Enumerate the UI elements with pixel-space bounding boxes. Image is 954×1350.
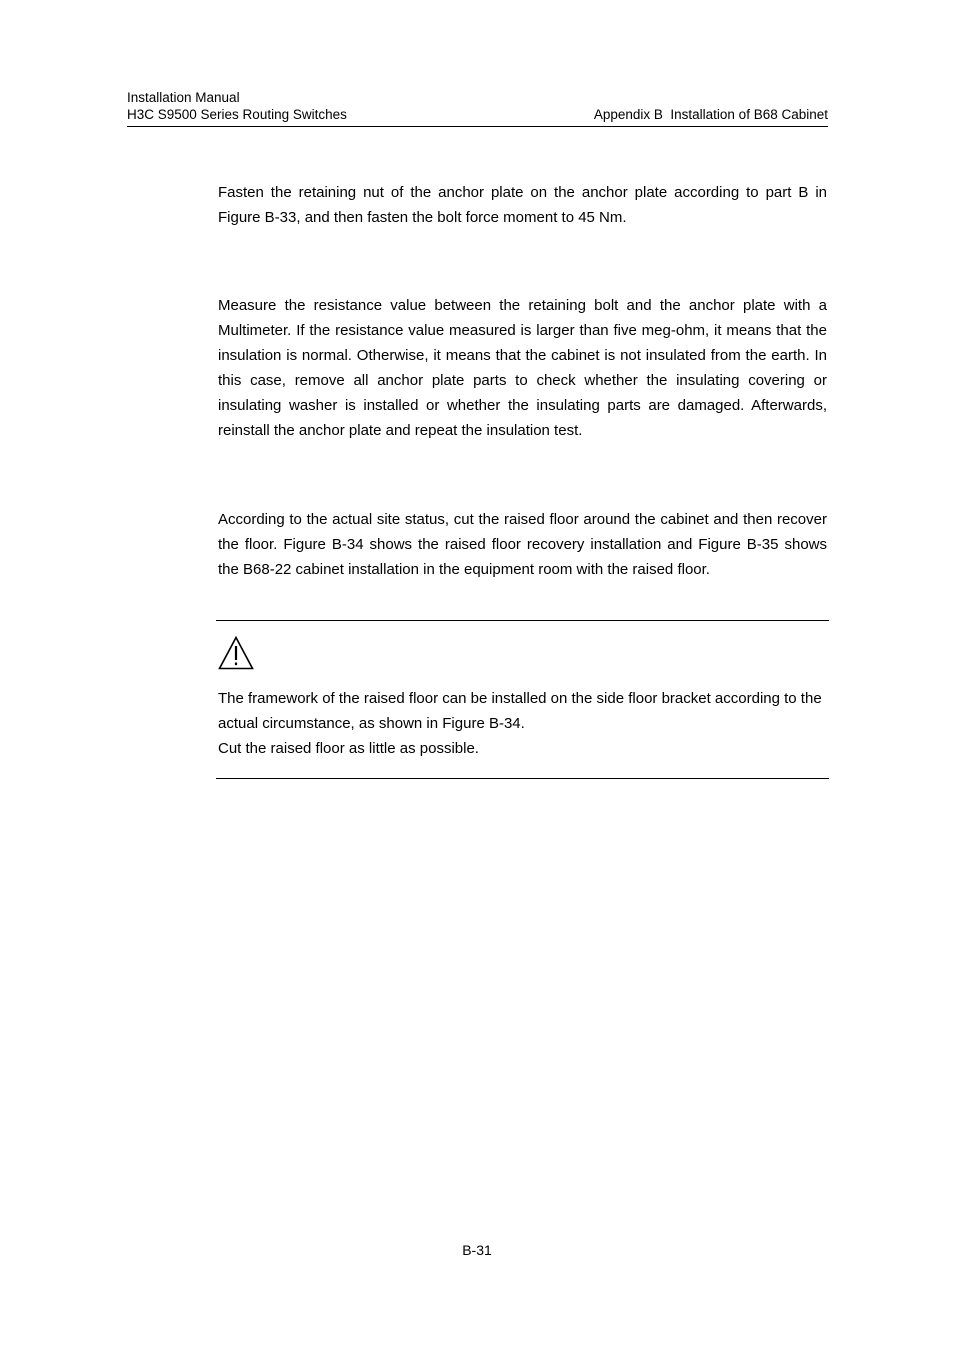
section-title: Appendix B Installation of B68 Cabinet — [593, 106, 828, 122]
caution-note — [216, 620, 829, 779]
header-left — [127, 90, 347, 123]
warning-icon — [218, 636, 254, 670]
product-name: H3C S9500 Series Routing Switches — [127, 106, 347, 122]
caution-line: Cut the raised floor as little as possible. — [218, 740, 479, 757]
page-header — [127, 90, 828, 127]
paragraph-raised-floor: According to the actual site status, cut the raised floor around the cabinet and then recover the floor. Figure B-34 shows the raised floor recovery installation and Figure B-35 shows the B68-22 cabinet installation in the equipment room with the raised floor. — [218, 511, 827, 578]
caution-line: The framework of the raised floor can be installed on the side floor bracket according to the actual circumstance, as shown in Figure B-34. — [218, 690, 822, 732]
manual-title: Installation Manual — [127, 90, 240, 105]
page-number: B-31 — [462, 1242, 492, 1258]
caution-text — [218, 686, 827, 761]
paragraph-insulation-test: Measure the resistance value between the retaining bolt and the anchor plate with a Multimeter. If the resistance value measured is larger than five meg-ohm, it means that the insulation is normal. Otherwise, it means that the cabinet is not insulated from the earth. In this case, remove all anchor plate parts to check whether the insulating covering or insulating washer is installed or whether the insulating parts are damaged. Afterwards, reinstall the anchor plate and repeat the insulation test. — [218, 297, 827, 439]
paragraph-fasten-nut: Fasten the retaining nut of the anchor plate on the anchor plate according to part B in Figure B-33, and then fasten the bolt force moment to 45 Nm. — [218, 184, 827, 226]
